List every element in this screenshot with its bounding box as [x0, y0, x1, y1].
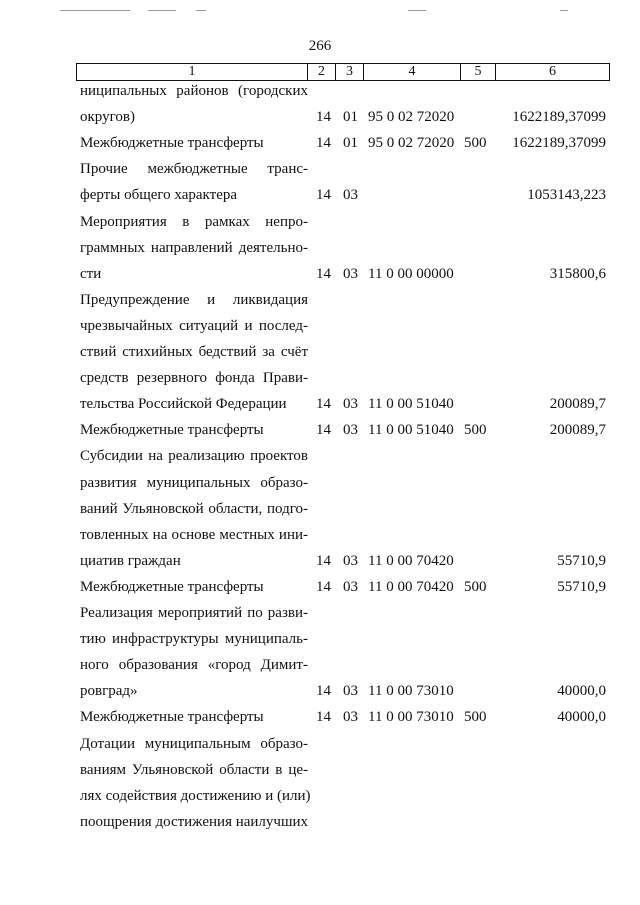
- row-col-3: 03: [343, 552, 358, 569]
- row-name: Межбюджетные трансферты: [80, 422, 264, 439]
- row-name: тельства Российской Федерации: [80, 396, 287, 413]
- row-col-2: 14: [316, 422, 331, 439]
- row-col-4: 95 0 02 72020: [368, 109, 455, 126]
- row-name: Субсидии на реализацию проектов: [80, 448, 308, 465]
- table-header: [76, 63, 610, 81]
- header-col-1: 1: [77, 64, 308, 80]
- row-name: Межбюджетные трансферты: [80, 578, 264, 595]
- row-col-4: 95 0 02 72020: [368, 135, 455, 152]
- row-col-2: 14: [316, 135, 331, 152]
- row-name: сти: [80, 265, 102, 282]
- row-col-4: 11 0 00 51040: [368, 422, 454, 439]
- row-col-2: 14: [316, 552, 331, 569]
- header-col-6: 6: [549, 64, 556, 79]
- row-name: Межбюджетные трансферты: [80, 135, 264, 152]
- row-col-6: 1053143,223: [527, 187, 606, 204]
- row-col-6: 200089,7: [549, 396, 606, 413]
- table-row: [76, 187, 610, 211]
- row-name: Реализация мероприятий по разви-: [80, 605, 308, 621]
- table-row: [76, 605, 610, 629]
- row-col-3: 03: [343, 422, 358, 439]
- row-name: ваний Ульяновской области, подго-: [80, 500, 308, 517]
- row-name: Прочие межбюджетные транс-: [80, 161, 308, 178]
- table-row: [76, 631, 610, 655]
- row-col-2: 14: [316, 265, 331, 282]
- table-row: [76, 448, 610, 472]
- table-row: [76, 814, 610, 838]
- row-col-6: 55710,9: [557, 552, 606, 569]
- row-name: поощрения достижения наилучших: [80, 813, 309, 830]
- row-name: развития муниципальных образо-: [80, 474, 308, 491]
- table-row: [76, 344, 610, 368]
- row-col-5: 500: [464, 578, 487, 595]
- table-row: [76, 475, 610, 499]
- row-name: чрезвычайных ситуаций и послед-: [80, 317, 308, 334]
- row-col-3: 03: [343, 578, 358, 595]
- table-row: [76, 762, 610, 786]
- row-name: ваниям Ульяновской области в це-: [80, 761, 308, 778]
- table-row: [76, 214, 610, 238]
- row-col-4: 11 0 00 00000: [368, 265, 454, 282]
- row-name: товленных на основе местных ини-: [80, 526, 308, 543]
- row-col-3: 03: [343, 265, 358, 282]
- row-col-2: 14: [316, 109, 331, 126]
- table-row: [76, 657, 610, 681]
- table-row: [76, 318, 610, 342]
- row-name: Мероприятия в рамках непро-: [80, 213, 308, 230]
- row-col-6: 1622189,37099: [512, 135, 606, 152]
- row-col-6: 1622189,37099: [512, 109, 606, 126]
- row-name: Дотации муниципальным образо-: [80, 735, 308, 752]
- table-row: [76, 240, 610, 264]
- row-name: средств резервного фонда Прави-: [80, 370, 308, 387]
- row-col-2: 14: [316, 578, 331, 595]
- table-row: [76, 396, 610, 420]
- row-col-4: 11 0 00 70420: [368, 578, 454, 595]
- header-col-2: 2: [308, 64, 336, 80]
- row-name: ниципальных районов (городских: [80, 83, 308, 99]
- table-row: [76, 422, 610, 446]
- row-col-6: 55710,9: [557, 578, 606, 595]
- row-col-3: 03: [343, 709, 358, 726]
- row-name: ровград»: [80, 683, 138, 700]
- table-row: [76, 527, 610, 551]
- row-col-2: 14: [316, 709, 331, 726]
- row-col-6: 315800,6: [549, 265, 606, 282]
- row-name: граммных направлений деятельно-: [80, 239, 308, 256]
- row-col-3: 03: [343, 187, 358, 204]
- row-col-3: 03: [343, 683, 358, 700]
- row-name: тию инфраструктуры муниципаль-: [80, 631, 308, 648]
- row-col-5: 500: [464, 135, 487, 152]
- row-col-4: 11 0 00 70420: [368, 552, 454, 569]
- row-col-4: 11 0 00 73010: [368, 683, 454, 700]
- row-name: Предупреждение и ликвидация: [80, 291, 308, 308]
- row-name: циатив граждан: [80, 552, 181, 569]
- table-row: [76, 553, 610, 577]
- row-col-5: 500: [464, 422, 487, 439]
- row-name: ферты общего характера: [80, 187, 238, 204]
- row-col-2: 14: [316, 396, 331, 413]
- row-name: Межбюджетные трансферты: [80, 709, 264, 726]
- table-row: [76, 709, 610, 733]
- header-col-3: 3: [336, 64, 364, 80]
- table-row: [76, 736, 610, 760]
- table-row: [76, 266, 610, 290]
- table-row: [76, 83, 610, 107]
- table-row: [76, 292, 610, 316]
- row-col-6: 40000,0: [557, 709, 606, 726]
- row-col-6: 40000,0: [557, 683, 606, 700]
- row-col-2: 14: [316, 187, 331, 204]
- table-row: [76, 501, 610, 525]
- table-row: [76, 579, 610, 603]
- row-col-5: 500: [464, 709, 487, 726]
- row-name: ного образования «город Димит-: [80, 657, 308, 674]
- row-col-3: 03: [343, 396, 358, 413]
- table-row: [76, 370, 610, 394]
- table-row: [76, 135, 610, 159]
- row-col-3: 01: [343, 135, 358, 152]
- row-name: округов): [80, 109, 135, 126]
- row-col-4: 11 0 00 51040: [368, 396, 454, 413]
- row-name: лях содействия достижению и (или): [80, 787, 311, 804]
- row-col-4: 11 0 00 73010: [368, 709, 454, 726]
- table-row: [76, 788, 610, 812]
- row-col-6: 200089,7: [549, 422, 606, 439]
- table-row: [76, 109, 610, 133]
- row-col-2: 14: [316, 683, 331, 700]
- header-col-4: 4: [364, 64, 461, 80]
- row-name: ствий стихийных бедствий за счёт: [80, 344, 308, 360]
- page-number: 266: [308, 38, 332, 54]
- header-col-5: 5: [461, 64, 496, 80]
- row-col-3: 01: [343, 109, 358, 126]
- table-row: [76, 161, 610, 185]
- table-row: [76, 683, 610, 707]
